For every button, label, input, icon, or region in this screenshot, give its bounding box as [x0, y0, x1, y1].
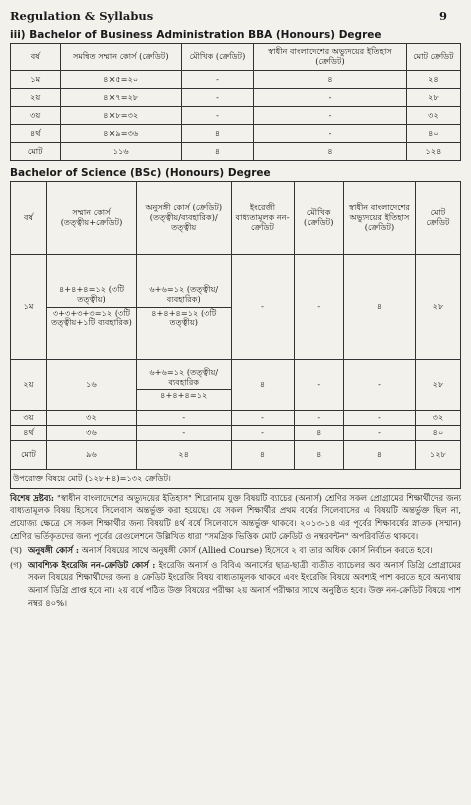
table-cell: ৪×৫=২০: [60, 71, 182, 89]
table-cell: -: [231, 411, 294, 426]
table-cell: -: [231, 425, 294, 440]
column-header: মোট ক্রেডিট: [416, 182, 461, 255]
allied-cell: [137, 255, 232, 360]
table-cell: ৩৬: [47, 425, 137, 440]
table-cell: ৪: [182, 125, 254, 143]
table-cell: ১৬: [47, 360, 137, 411]
table-cell: ৪: [344, 255, 416, 360]
table-cell: ৩য়: [11, 411, 47, 426]
column-header: সম্মান কোর্স (তত্ত্বীয়+ক্রেডিট): [47, 182, 137, 255]
allied-option: ৪+৪+৪=১২ (৩টি তত্ত্বীয়): [151, 307, 217, 328]
allied-option: ৬+৬=১২ (তত্ত্বীয়/ব্যবহারিক): [137, 284, 231, 308]
table-cell: ৪: [254, 143, 407, 161]
header-title: Regulation & Syllabus: [10, 9, 154, 23]
honours-cell: [47, 255, 137, 360]
list-item: [10, 559, 461, 609]
table-cell: ৯৬: [47, 440, 137, 469]
table-cell: ৪: [294, 440, 344, 469]
table-cell: মোট: [11, 440, 47, 469]
table-row: [11, 360, 461, 411]
honours-option: ৪+৪+৪=১২ (৩টি তত্ত্বীয়): [47, 284, 136, 308]
table-cell: ৩২: [407, 107, 461, 125]
special-note: [10, 492, 461, 542]
item-label: আবশ্যিক ইংরেজি নন-ক্রেডিট কোর্স :: [28, 559, 156, 570]
column-header: সমন্বিত সম্মান কোর্স (ক্রেডিট): [60, 44, 182, 71]
item-marker: (খ): [10, 545, 23, 556]
table-cell: -: [344, 360, 416, 411]
running-header: [10, 5, 461, 23]
table-cell: ৪: [254, 71, 407, 89]
table-cell: ৪: [344, 440, 416, 469]
table-cell: ১২৮: [416, 440, 461, 469]
table-row: [11, 469, 461, 488]
table-cell: ৪০: [416, 425, 461, 440]
table-cell: -: [254, 125, 407, 143]
special-note-text: "স্বাধীন বাংলাদেশের অভ্যুদয়ের ইতিহাস" শিরোনাম যুক্ত বিষয়টি ব্যাচের (অনার্স) শ্রেণির সকল প্রোগ্রামের শিক্ষার্থীদের জন্য বাধ্যতামূলক বিষয় হিসেবে সিলেবাস অন্তর্ভুক্ত করা হয়েছে। যে সকল শিক্ষার্থীর প্রথম বর্ষের সিলেবাসের এ বিষয়টি অন্তর্ভুক্ত ছিল না, প্রযোজ্য ক্ষেত্রে সে সকল শিক্ষার্থীর জন্য বিষয়টি ৪র্থ বর্ষে সিলেবাসে অন্তর্ভুক্ত থাকবে। ২০১৩-১৪ এর পূর্বের শিক্ষাবর্ষের স্নাতক (সম্মান) শ্রেণির ভর্তিকৃতদের জন্য পূর্বের রেগুলেশনে উল্লিখিত ধারা "সমগ্রিক ভিত্তিক মোট ক্রেডিট ও নম্বরবন্টন" অপরিবর্তিত থাকবে।: [10, 492, 461, 541]
table-cell: ৩য়: [11, 107, 61, 125]
table-cell: ২৮: [416, 255, 461, 360]
bba-section-title: iii) Bachelor of Business Administration BBA (Honours) Degree: [10, 29, 382, 41]
allied-option: ৬+৬=১২ (তত্ত্বীয়/ব্যবহারিক: [137, 367, 231, 391]
table-cell: ২৮: [416, 360, 461, 411]
table-row: [11, 143, 461, 161]
column-header: স্বাধীন বাংলাদেশের অভ্যুদয়ের ইতিহাস (ক্রেডিট): [344, 182, 416, 255]
table-header-row: [11, 182, 461, 255]
table-row: [11, 440, 461, 469]
column-header: মোট ক্রেডিট: [407, 44, 461, 71]
table-cell: ৪র্থ: [11, 425, 47, 440]
table-cell: ৪র্থ: [11, 125, 61, 143]
special-note-label: বিশেষ দ্রষ্টব্য:: [10, 492, 54, 503]
table-cell: -: [294, 360, 344, 411]
table-cell: মোট: [11, 143, 61, 161]
column-header: বর্ষ: [11, 44, 61, 71]
table-cell: ১১৬: [60, 143, 182, 161]
honours-option: ৩+৩+৩+৩=১২ (৩টি তত্ত্বীয়+১টি ব্যবহারিক): [51, 307, 132, 328]
table-row: [11, 107, 461, 125]
table-cell: -: [182, 71, 254, 89]
table-cell: -: [137, 411, 232, 426]
table-cell: ৪: [231, 440, 294, 469]
column-header: ইংরেজী বাধ্যতামূলক নন-ক্রেডিট: [231, 182, 294, 255]
table-cell: ৪×৮=৩২: [60, 107, 182, 125]
table-row: [11, 125, 461, 143]
table-cell: ৪: [231, 360, 294, 411]
table-cell: ১ম: [11, 255, 47, 360]
column-header: অনুসঙ্গী কোর্স (ক্রেডিট) (তত্ত্বীয়/ব্যবহারিক)/ তত্ত্বীয়: [137, 182, 232, 255]
table-cell: ২৪: [407, 71, 461, 89]
table-cell: -: [137, 425, 232, 440]
table-cell: -: [182, 89, 254, 107]
table-cell: ৪×৭=২৮: [60, 89, 182, 107]
table-cell: ৪×৯=৩৬: [60, 125, 182, 143]
table-cell: ৪০: [407, 125, 461, 143]
bba-credit-table: [10, 43, 461, 161]
table-cell: ৪: [294, 425, 344, 440]
item-marker: (গ): [10, 559, 23, 570]
item-label: অনুষঙ্গী কোর্স :: [28, 545, 79, 556]
bsc-section-title: Bachelor of Science (BSc) (Honours) Degree: [10, 167, 271, 179]
table-cell: ২য়: [11, 89, 61, 107]
table-row: [11, 425, 461, 440]
table-row: [11, 411, 461, 426]
table-cell: ১২৪: [407, 143, 461, 161]
document-page: [10, 5, 461, 795]
table-row: [11, 89, 461, 107]
allied-option: ৪+৪+৪=১২: [160, 390, 208, 401]
table-row: [11, 255, 461, 360]
table-cell: -: [182, 107, 254, 125]
table-cell: -: [254, 89, 407, 107]
table-cell: ২৪: [137, 440, 232, 469]
item-body: [28, 544, 461, 557]
table-header-row: [11, 44, 461, 71]
item-text: ইংরেজি অনার্স ও বিবিএ অনার্সের ছাত্র-ছাত্রী ব্যতীত ব্যাচেলর অব অনার্স ডিগ্রি প্রোগ্রামের সকল বিষয়ের শিক্ষার্থীদের জন্য ৪ ক্রেডিট ইংরেজি বিষয় বাধ্যতামূলক থাকবে এবং ইংরেজি বিষয়ে অবশ্যই পাশ করতে হবে অন্যথায় অনার্স ডিগ্রি প্রাপ্ত হবে না। ২য় বর্ষে পঠিত উক্ত বিষয়ের পরীক্ষা ২য় অনার্স পরীক্ষার সাথে অনুষ্ঠিত হবে। উক্ত নন-ক্রেডিট বিষয়ে পাশ নম্বর ৪০%।: [28, 559, 461, 608]
table-cell: ২য়: [11, 360, 47, 411]
table-cell: -: [294, 411, 344, 426]
table-cell: -: [254, 107, 407, 125]
column-header: স্বাধীন বাংলাদেশের অভ্যুদয়ের ইতিহাস (ক্রেডিট): [254, 44, 407, 71]
table-cell: ২৮: [407, 89, 461, 107]
table-cell: ৪: [182, 143, 254, 161]
page-number: 9: [438, 9, 447, 23]
table-cell: -: [344, 411, 416, 426]
table-cell: ১ম: [11, 71, 61, 89]
bsc-credit-table: [10, 181, 461, 489]
summary-cell: উপরোক্ত বিষয়ে মোট (১২৮+৪)=১৩২ ক্রেডিট।: [11, 469, 461, 488]
table-cell: ৩২: [416, 411, 461, 426]
item-body: [28, 559, 461, 609]
table-cell: -: [231, 255, 294, 360]
table-cell: ৩২: [47, 411, 137, 426]
allied-cell: [137, 360, 232, 411]
list-item: [10, 544, 461, 557]
column-header: বর্ষ: [11, 182, 47, 255]
column-header: মৌখিক (ক্রেডিট): [182, 44, 254, 71]
item-text: অনার্স বিষয়ের সাথে অনুষঙ্গী কোর্স (Allied Course) হিসেবে ২ বা তার অধিক কোর্স নির্বাচন করতে হবে।: [81, 545, 433, 556]
table-cell: -: [344, 425, 416, 440]
table-cell: -: [294, 255, 344, 360]
table-row: [11, 71, 461, 89]
column-header: মৌখিক (ক্রেডিট): [294, 182, 344, 255]
